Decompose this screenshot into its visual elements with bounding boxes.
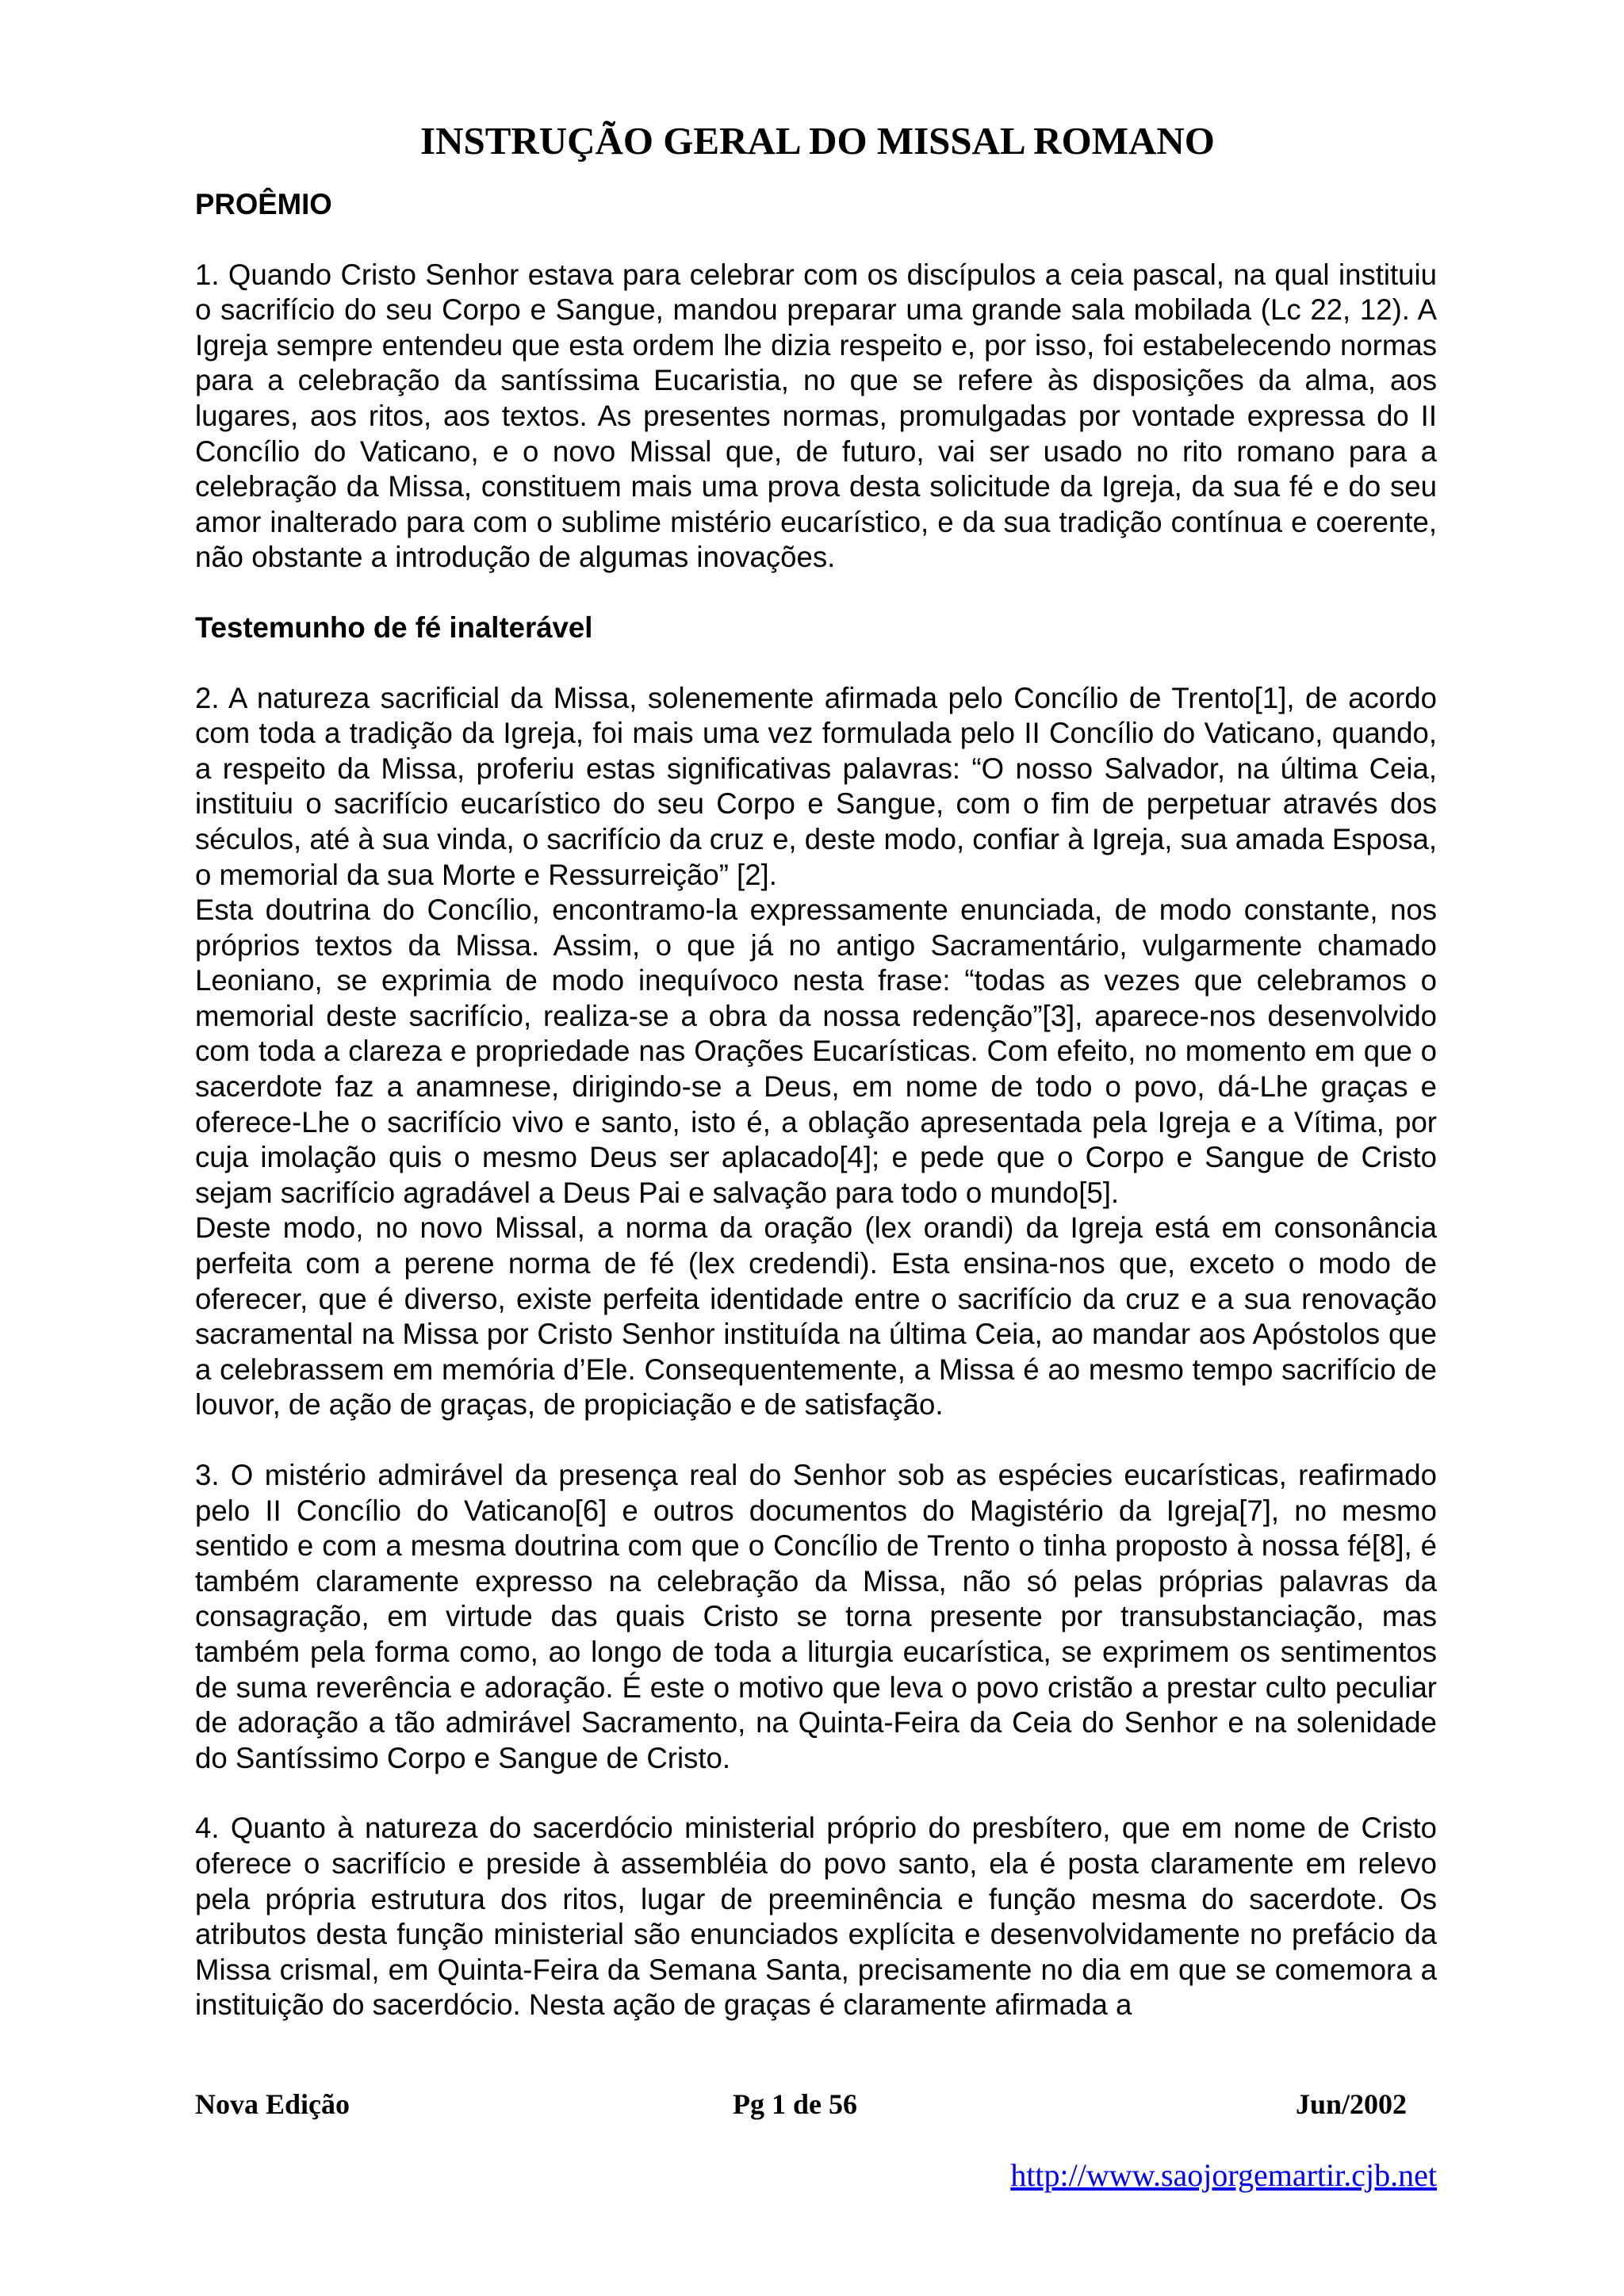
section-heading-testemunho: Testemunho de fé inalterável: [195, 610, 593, 644]
paragraph-4: 4. Quanto à natureza do sacerdócio ministerial próprio do presbítero, que em nome de Cristo oferece o sacrifício e preside à assembléia do povo santo, ela é posta claramente em relevo pela própria estrutura dos ritos, lugar de preeminência e função mesma do sacerdote. Os atributos desta função ministerial são enunciados explícita e desenvolvidamente no prefácio da Missa crismal, em Quinta-Feira da Semana Santa, precisamente no dia em que se comemora a instituição do sacerdócio. Nesta ação de graças é claramente afirmada a: [195, 1812, 1437, 2022]
paragraph-1: 1. Quando Cristo Senhor estava para celebrar com os discípulos a ceia pascal, na qual instituiu o sacrifício do seu Corpo e Sangue, mandou preparar uma grande sala mobilada (Lc 22, 12). A Igreja sempre entendeu que esta ordem lhe dizia respeito e, por isso, foi estabelecendo normas para a celebração da santíssima Eucaristia, no que se refere às disposições da alma, aos lugares, aos ritos, aos textos. As presentes normas, promulgadas por vontade expressa do II Concílio do Vaticano, e o novo Missal que, de futuro, vai ser usado no rito romano para a celebração da Missa, constituem mais uma prova desta solicitude da Igreja, da sua fé e do seu amor inalterado para com o sublime mistério eucarístico, e da sua tradição contínua e coerente, não obstante a introdução de algumas inovações.: [195, 258, 1437, 574]
paragraph-3: 3. O mistério admirável da presença real do Senhor sob as espécies eucarísticas, reafirmado pelo II Concílio do Vaticano[6] e outros documentos do Magistério da Igreja[7], no mesmo sentido e com a mesma doutrina com que o Concílio de Trento o tinha proposto à nossa fé[8], é também claramente expresso na celebração da Missa, não só pelas próprias palavras da consagração, em virtude das quais Cristo se torna presente por transubstanciação, mas também pela forma como, ao longo de toda a liturgia eucarística, se exprimem os sentimentos de suma reverência e adoração. É este o motivo que leva o povo cristão a prestar culto peculiar de adoração a tão admirável Sacramento, na Quinta-Feira da Ceia do Senhor e na solenidade do Santíssimo Corpo e Sangue de Cristo.: [195, 1459, 1437, 1774]
spacer: [195, 646, 1437, 681]
footer-edition: Nova Edição: [195, 2088, 350, 2120]
page-footer: [195, 2084, 1437, 2124]
paragraph-2a: 2. A natureza sacrificial da Missa, solenemente afirmada pelo Concílio de Trento[1], de acordo com toda a tradição da Igreja, foi mais uma vez formulada pelo II Concílio do Vaticano, quando, a respeito da Missa, proferiu estas significativas palavras: “O nosso Salvador, na última Ceia, instituiu o sacrifício eucarístico do seu Corpo e Sangue, com o fim de perpetuar através dos séculos, até à sua vinda, o sacrifício da cruz e, deste modo, confiar à Igreja, sua amada Esposa, o memorial da sua Morte e Ressurreição” [2].: [195, 681, 1437, 891]
footer-date: Jun/2002: [1295, 2088, 1407, 2120]
spacer: [195, 223, 1437, 258]
paragraph-2c: Deste modo, no novo Missal, a norma da oração (lex orandi) da Igreja está em consonância perfeita com a perene norma de fé (lex credendi). Esta ensina-nos que, exceto o modo de oferecer, que é diverso, existe perfeita identidade entre o sacrifício da cruz e a sua renovação sacramental na Missa por Cristo Senhor instituída na última Ceia, ao mandar aos Apóstolos que a celebrassem em memória d’Ele. Consequentemente, a Missa é ao mesmo tempo sacrifício de louvor, de ação de graças, de propiciação e de satisfação.: [195, 1211, 1437, 1422]
document-title: INSTRUÇÃO GERAL DO MISSAL ROMANO: [420, 119, 1215, 163]
paragraph-2b: Esta doutrina do Concílio, encontramo-la expressamente enunciada, de modo constante, nos próprios textos da Missa. Assim, o que já no antigo Sacramentário, vulgarmente chamado Leoniano, se exprimia de modo inequívoco nesta frase: “todas as vezes que celebramos o memorial deste sacrifício, realiza-se a obra da nossa redenção”[3], aparece-nos desenvolvido com toda a clareza e propriedade nas Orações Eucarísticas. Com efeito, no momento em que o sacerdote faz a anamnese, dirigindo-se a Deus, em nome de todo o povo, dá-Lhe graças e oferece-Lhe o sacrifício vivo e santo, isto é, a oblação apresentada pela Igreja e a Vítima, por cuja imolação quis o mesmo Deus ser aplacado[4]; e pede que o Corpo e Sangue de Cristo sejam sacrifício agradável a Deus Pai e salvação para todo o mundo[5].: [195, 894, 1437, 1209]
footer-page-number: Pg 1 de 56: [733, 2088, 857, 2120]
spacer: [195, 1423, 1437, 1458]
spacer: [195, 576, 1437, 610]
spacer: [195, 1776, 1437, 1811]
footer-website-link[interactable]: http://www.saojorgemartir.cjb.net: [1010, 2157, 1437, 2193]
section-heading-proemio: PROÊMIO: [195, 188, 332, 220]
document-body: [195, 187, 1437, 2023]
